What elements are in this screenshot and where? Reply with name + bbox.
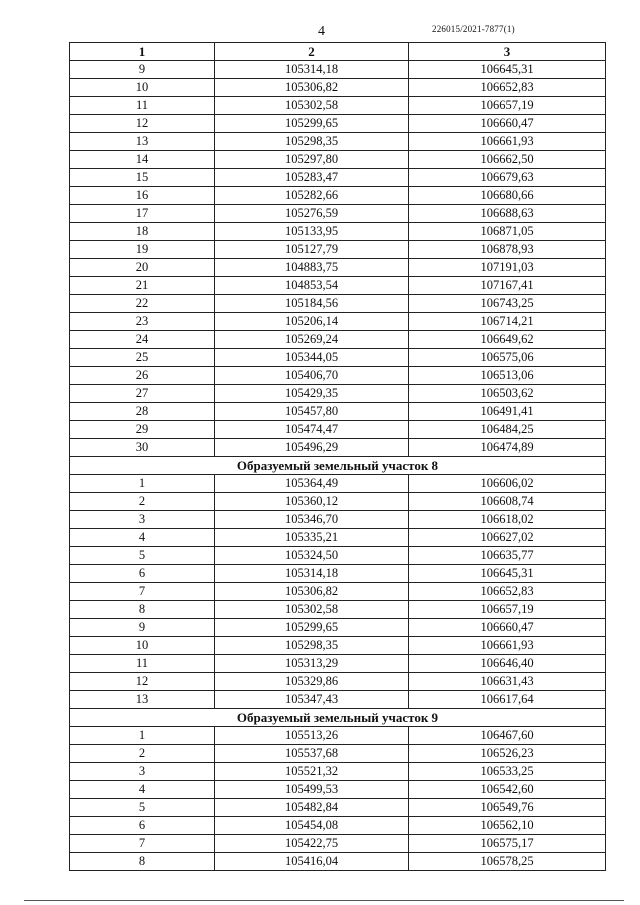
x-coordinate-cell: 105206,14 xyxy=(215,313,409,331)
point-number-cell: 11 xyxy=(70,97,215,115)
point-number-cell: 12 xyxy=(70,673,215,691)
point-number-cell: 1 xyxy=(70,727,215,745)
x-coordinate-cell: 105482,84 xyxy=(215,799,409,817)
x-coordinate-cell: 105360,12 xyxy=(215,493,409,511)
y-coordinate-cell: 106660,47 xyxy=(409,115,606,133)
point-number-cell: 9 xyxy=(70,61,215,79)
point-number-cell: 26 xyxy=(70,367,215,385)
table-row xyxy=(70,403,606,421)
point-number-cell: 15 xyxy=(70,169,215,187)
y-coordinate-cell: 106661,93 xyxy=(409,133,606,151)
table-row xyxy=(70,817,606,835)
x-coordinate-cell: 105276,59 xyxy=(215,205,409,223)
table-row xyxy=(70,673,606,691)
point-number-cell: 25 xyxy=(70,349,215,367)
table-header-row xyxy=(70,43,606,61)
point-number-cell: 7 xyxy=(70,583,215,601)
point-number-cell: 3 xyxy=(70,511,215,529)
x-coordinate-cell: 104883,75 xyxy=(215,259,409,277)
y-coordinate-cell: 106871,05 xyxy=(409,223,606,241)
y-coordinate-cell: 106627,02 xyxy=(409,529,606,547)
table-row xyxy=(70,601,606,619)
y-coordinate-cell: 106513,06 xyxy=(409,367,606,385)
point-number-cell: 7 xyxy=(70,835,215,853)
x-coordinate-cell: 105299,65 xyxy=(215,619,409,637)
y-coordinate-cell: 106606,02 xyxy=(409,475,606,493)
point-number-cell: 4 xyxy=(70,781,215,799)
point-number-cell: 28 xyxy=(70,403,215,421)
y-coordinate-cell: 106680,66 xyxy=(409,187,606,205)
table-row xyxy=(70,295,606,313)
x-coordinate-cell: 105537,68 xyxy=(215,745,409,763)
y-coordinate-cell: 106503,62 xyxy=(409,385,606,403)
point-number-cell: 9 xyxy=(70,619,215,637)
y-coordinate-cell: 106608,74 xyxy=(409,493,606,511)
x-coordinate-cell: 105364,49 xyxy=(215,475,409,493)
point-number-cell: 29 xyxy=(70,421,215,439)
table-row xyxy=(70,475,606,493)
x-coordinate-cell: 104853,54 xyxy=(215,277,409,295)
table-row xyxy=(70,781,606,799)
y-coordinate-cell: 106662,50 xyxy=(409,151,606,169)
point-number-cell: 10 xyxy=(70,79,215,97)
y-coordinate-cell: 106618,02 xyxy=(409,511,606,529)
point-number-cell: 16 xyxy=(70,187,215,205)
x-coordinate-cell: 105416,04 xyxy=(215,853,409,871)
point-number-cell: 5 xyxy=(70,547,215,565)
y-coordinate-cell: 106635,77 xyxy=(409,547,606,565)
point-number-cell: 1 xyxy=(70,475,215,493)
point-number-cell: 6 xyxy=(70,565,215,583)
table-row xyxy=(70,619,606,637)
point-number-cell: 14 xyxy=(70,151,215,169)
x-coordinate-cell: 105422,75 xyxy=(215,835,409,853)
point-number-cell: 19 xyxy=(70,241,215,259)
point-number-cell: 20 xyxy=(70,259,215,277)
point-number-cell: 10 xyxy=(70,637,215,655)
x-coordinate-cell: 105513,26 xyxy=(215,727,409,745)
x-coordinate-cell: 105314,18 xyxy=(215,61,409,79)
table-row xyxy=(70,223,606,241)
y-coordinate-cell: 106533,25 xyxy=(409,763,606,781)
point-number-cell: 4 xyxy=(70,529,215,547)
point-number-cell: 2 xyxy=(70,493,215,511)
x-coordinate-cell: 105298,35 xyxy=(215,637,409,655)
table-row xyxy=(70,655,606,673)
point-number-cell: 27 xyxy=(70,385,215,403)
table-row xyxy=(70,151,606,169)
table-row xyxy=(70,367,606,385)
x-coordinate-cell: 105127,79 xyxy=(215,241,409,259)
y-coordinate-cell: 106660,47 xyxy=(409,619,606,637)
point-number-cell: 3 xyxy=(70,763,215,781)
table-row xyxy=(70,79,606,97)
point-number-cell: 12 xyxy=(70,115,215,133)
table-row xyxy=(70,331,606,349)
x-coordinate-cell: 105302,58 xyxy=(215,97,409,115)
section-title: Образуемый земельный участок 8 xyxy=(70,457,606,475)
table-row xyxy=(70,439,606,457)
column-header-y: 3 xyxy=(409,43,606,61)
y-coordinate-cell: 107167,41 xyxy=(409,277,606,295)
table-row xyxy=(70,511,606,529)
y-coordinate-cell: 106467,60 xyxy=(409,727,606,745)
table-row xyxy=(70,115,606,133)
x-coordinate-cell: 105457,80 xyxy=(215,403,409,421)
point-number-cell: 22 xyxy=(70,295,215,313)
point-number-cell: 21 xyxy=(70,277,215,295)
x-coordinate-cell: 105314,18 xyxy=(215,565,409,583)
point-number-cell: 13 xyxy=(70,133,215,151)
table-row xyxy=(70,133,606,151)
table-body xyxy=(70,61,606,871)
section-row xyxy=(70,709,606,727)
x-coordinate-cell: 105344,05 xyxy=(215,349,409,367)
y-coordinate-cell: 106549,76 xyxy=(409,799,606,817)
page-number: 4 xyxy=(318,24,325,39)
table-row xyxy=(70,421,606,439)
y-coordinate-cell: 106688,63 xyxy=(409,205,606,223)
x-coordinate-cell: 105496,29 xyxy=(215,439,409,457)
table-row xyxy=(70,313,606,331)
table-row xyxy=(70,169,606,187)
y-coordinate-cell: 106878,93 xyxy=(409,241,606,259)
y-coordinate-cell: 106575,06 xyxy=(409,349,606,367)
x-coordinate-cell: 105184,56 xyxy=(215,295,409,313)
table-row xyxy=(70,187,606,205)
x-coordinate-cell: 105329,86 xyxy=(215,673,409,691)
y-coordinate-cell: 106661,93 xyxy=(409,637,606,655)
table-row xyxy=(70,727,606,745)
x-coordinate-cell: 105324,50 xyxy=(215,547,409,565)
y-coordinate-cell: 106645,31 xyxy=(409,61,606,79)
table-row xyxy=(70,205,606,223)
table-row xyxy=(70,61,606,79)
y-coordinate-cell: 106617,64 xyxy=(409,691,606,709)
table-row xyxy=(70,385,606,403)
point-number-cell: 13 xyxy=(70,691,215,709)
y-coordinate-cell: 106743,25 xyxy=(409,295,606,313)
y-coordinate-cell: 106645,31 xyxy=(409,565,606,583)
y-coordinate-cell: 106679,63 xyxy=(409,169,606,187)
table-row xyxy=(70,349,606,367)
table-row xyxy=(70,799,606,817)
point-number-cell: 11 xyxy=(70,655,215,673)
y-coordinate-cell: 106575,17 xyxy=(409,835,606,853)
x-coordinate-cell: 105474,47 xyxy=(215,421,409,439)
y-coordinate-cell: 106562,10 xyxy=(409,817,606,835)
x-coordinate-cell: 105299,65 xyxy=(215,115,409,133)
x-coordinate-cell: 105133,95 xyxy=(215,223,409,241)
table-row xyxy=(70,763,606,781)
coordinates-table xyxy=(69,42,606,871)
x-coordinate-cell: 105302,58 xyxy=(215,601,409,619)
x-coordinate-cell: 105346,70 xyxy=(215,511,409,529)
x-coordinate-cell: 105269,24 xyxy=(215,331,409,349)
x-coordinate-cell: 105306,82 xyxy=(215,79,409,97)
y-coordinate-cell: 106646,40 xyxy=(409,655,606,673)
table-row xyxy=(70,259,606,277)
y-coordinate-cell: 106657,19 xyxy=(409,601,606,619)
table-row xyxy=(70,529,606,547)
y-coordinate-cell: 106526,23 xyxy=(409,745,606,763)
point-number-cell: 6 xyxy=(70,817,215,835)
table-row xyxy=(70,493,606,511)
x-coordinate-cell: 105429,35 xyxy=(215,385,409,403)
y-coordinate-cell: 106542,60 xyxy=(409,781,606,799)
table-row xyxy=(70,583,606,601)
y-coordinate-cell: 106491,41 xyxy=(409,403,606,421)
x-coordinate-cell: 105499,53 xyxy=(215,781,409,799)
point-number-cell: 5 xyxy=(70,799,215,817)
x-coordinate-cell: 105298,35 xyxy=(215,133,409,151)
x-coordinate-cell: 105313,29 xyxy=(215,655,409,673)
x-coordinate-cell: 105454,08 xyxy=(215,817,409,835)
point-number-cell: 8 xyxy=(70,853,215,871)
y-coordinate-cell: 106578,25 xyxy=(409,853,606,871)
table-row xyxy=(70,277,606,295)
section-title: Образуемый земельный участок 9 xyxy=(70,709,606,727)
section-row xyxy=(70,457,606,475)
y-coordinate-cell: 106484,25 xyxy=(409,421,606,439)
x-coordinate-cell: 105282,66 xyxy=(215,187,409,205)
y-coordinate-cell: 106474,89 xyxy=(409,439,606,457)
x-coordinate-cell: 105297,80 xyxy=(215,151,409,169)
column-header-point-number: 1 xyxy=(70,43,215,61)
y-coordinate-cell: 106714,21 xyxy=(409,313,606,331)
table-row xyxy=(70,565,606,583)
y-coordinate-cell: 106652,83 xyxy=(409,583,606,601)
point-number-cell: 30 xyxy=(70,439,215,457)
x-coordinate-cell: 105406,70 xyxy=(215,367,409,385)
table-row xyxy=(70,691,606,709)
point-number-cell: 23 xyxy=(70,313,215,331)
y-coordinate-cell: 106631,43 xyxy=(409,673,606,691)
table-row xyxy=(70,637,606,655)
point-number-cell: 8 xyxy=(70,601,215,619)
table-row xyxy=(70,835,606,853)
x-coordinate-cell: 105306,82 xyxy=(215,583,409,601)
y-coordinate-cell: 107191,03 xyxy=(409,259,606,277)
table-row xyxy=(70,241,606,259)
y-coordinate-cell: 106657,19 xyxy=(409,97,606,115)
table-row xyxy=(70,97,606,115)
x-coordinate-cell: 105335,21 xyxy=(215,529,409,547)
table-row xyxy=(70,547,606,565)
y-coordinate-cell: 106652,83 xyxy=(409,79,606,97)
bottom-divider xyxy=(24,900,624,901)
x-coordinate-cell: 105283,47 xyxy=(215,169,409,187)
point-number-cell: 17 xyxy=(70,205,215,223)
x-coordinate-cell: 105347,43 xyxy=(215,691,409,709)
x-coordinate-cell: 105521,32 xyxy=(215,763,409,781)
table-row xyxy=(70,745,606,763)
point-number-cell: 24 xyxy=(70,331,215,349)
point-number-cell: 18 xyxy=(70,223,215,241)
document-reference: 226015/2021-7877(1) xyxy=(432,24,515,34)
table-row xyxy=(70,853,606,871)
y-coordinate-cell: 106649,62 xyxy=(409,331,606,349)
point-number-cell: 2 xyxy=(70,745,215,763)
column-header-x: 2 xyxy=(215,43,409,61)
